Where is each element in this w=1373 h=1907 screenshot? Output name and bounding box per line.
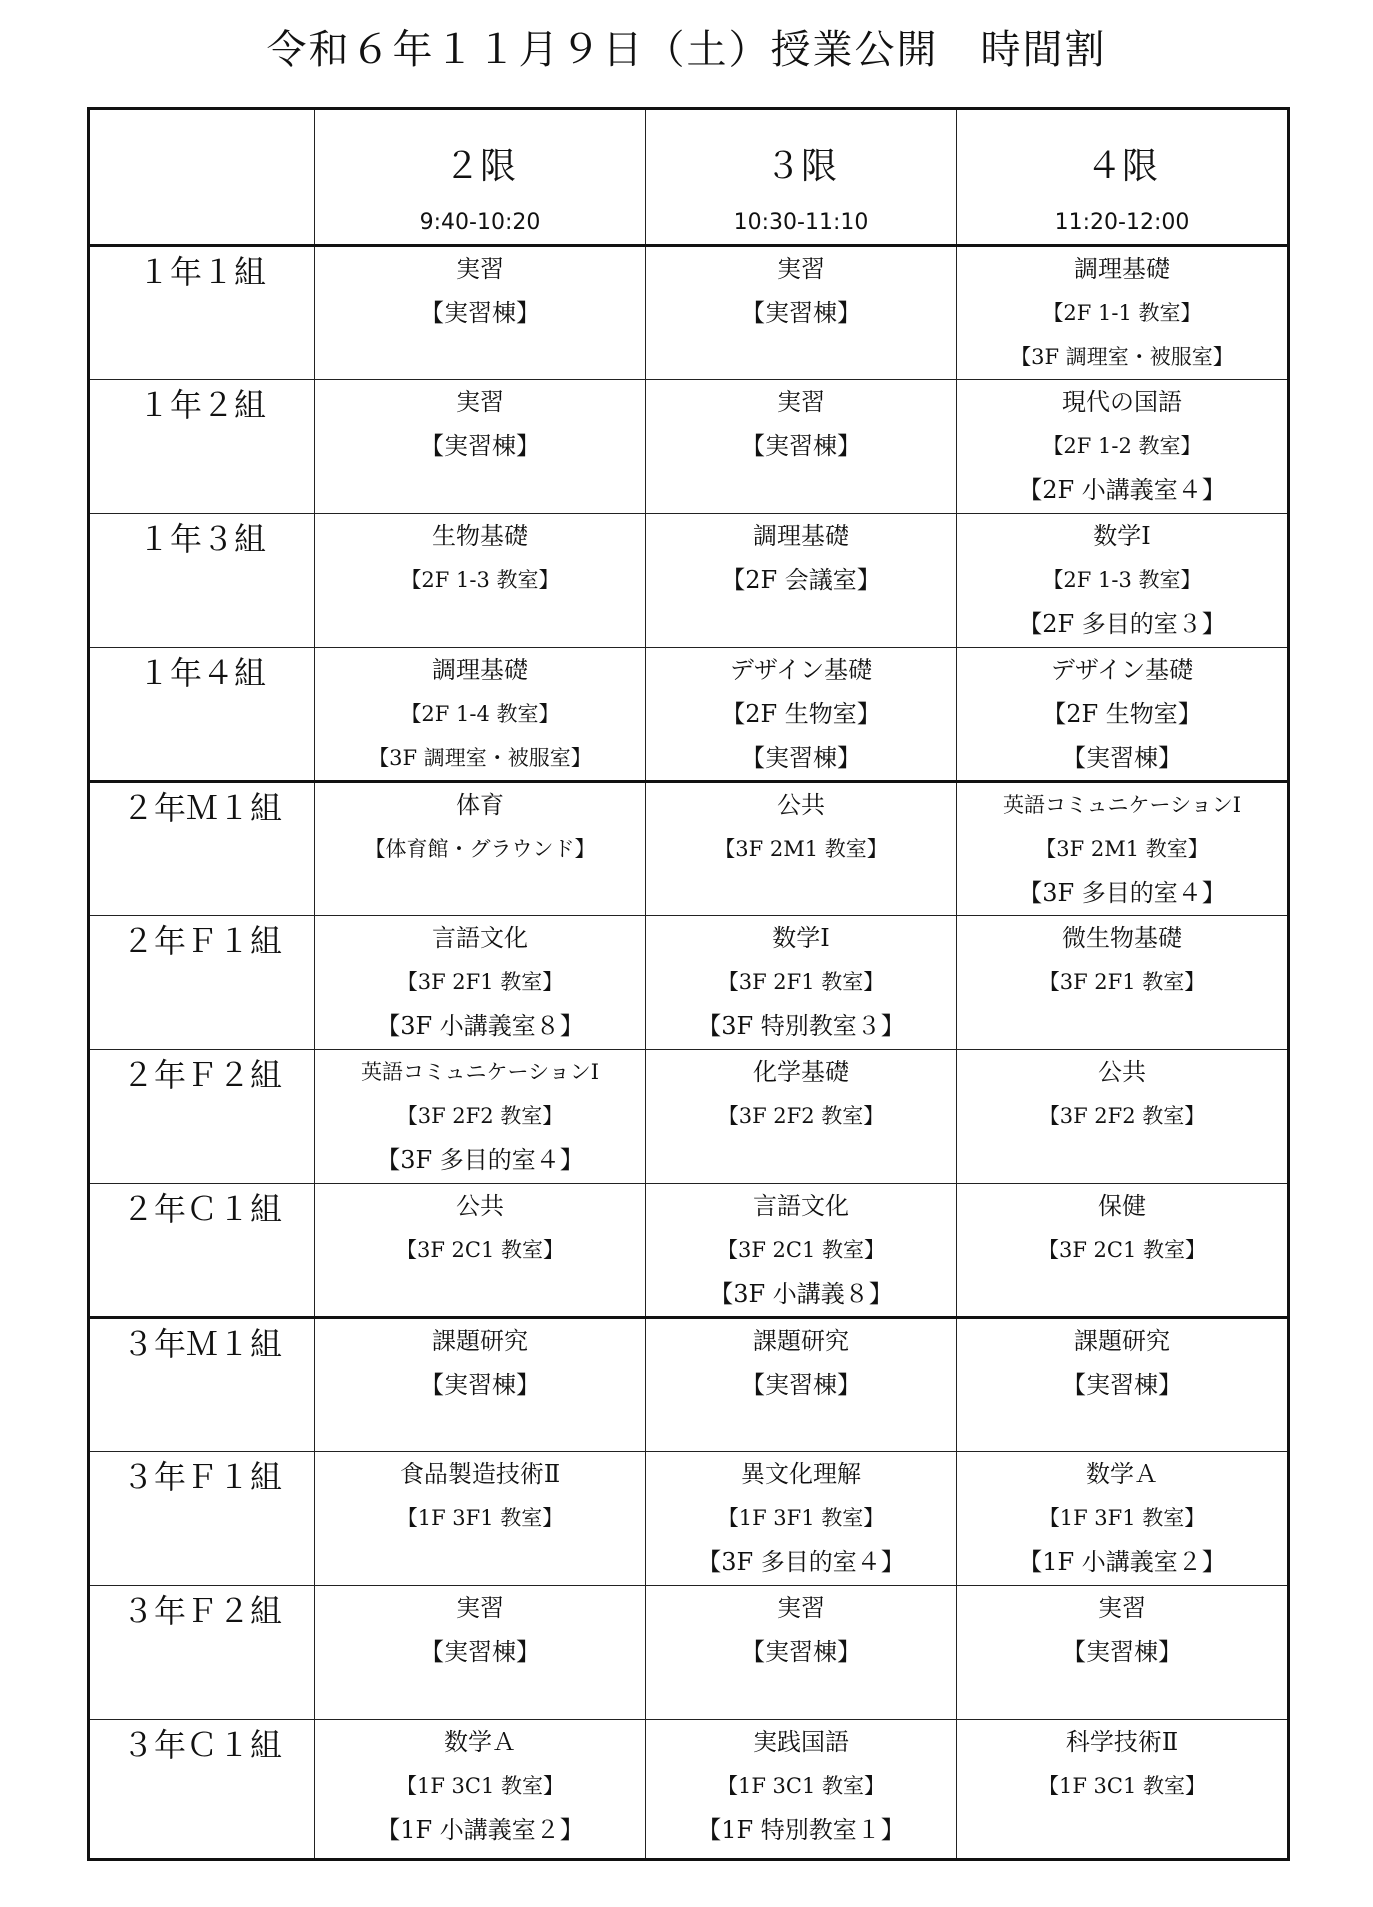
lesson-cell: [315, 782, 646, 916]
lesson-cell: [646, 1318, 957, 1452]
period-label: ４限: [1085, 146, 1158, 187]
subject-name: 言語文化: [432, 924, 528, 952]
subject-name: 化学基礎: [753, 1058, 849, 1086]
room-name: 【体育館・グラウンド】: [364, 837, 596, 861]
subject-name: 実習: [456, 388, 504, 416]
room-name: 【実習棟】: [1062, 1371, 1182, 1399]
table-row: [89, 782, 1289, 916]
lesson-cell: [957, 380, 1289, 514]
room-name: 【2F 生物室】: [721, 700, 881, 728]
lesson-cell: [957, 246, 1289, 380]
lesson-cell: [315, 1586, 646, 1720]
subject-name: 公共: [1098, 1058, 1146, 1086]
lesson-cell: [957, 1720, 1289, 1860]
class-name: １年１組: [89, 246, 315, 380]
subject-name: 実習: [777, 1594, 825, 1622]
subject-name: 調理基礎: [753, 522, 849, 550]
room-name: 【2F 1-3 教室】: [400, 568, 560, 592]
subject-name: 公共: [456, 1192, 504, 1220]
subject-name: 英語コミュニケーションⅠ: [1002, 793, 1242, 817]
lesson-cell: [315, 380, 646, 514]
subject-name: 実習: [456, 1594, 504, 1622]
class-name: １年２組: [89, 380, 315, 514]
room-name: 【実習棟】: [1062, 744, 1182, 772]
room-name: 【3F 2C1 教室】: [716, 1238, 886, 1262]
table-row: [89, 1720, 1289, 1860]
lesson-cell: [315, 1720, 646, 1860]
class-name: ３年Ｆ２組: [89, 1586, 315, 1720]
subject-name: 食品製造技術Ⅱ: [399, 1460, 561, 1488]
room-name: 【3F 小講義８】: [709, 1280, 893, 1308]
room-name: 【実習棟】: [1062, 1638, 1182, 1666]
subject-name: 数学Ａ: [1086, 1460, 1158, 1488]
room-name: 【1F 小講義室２】: [1018, 1548, 1226, 1576]
table-row: [89, 514, 1289, 648]
lesson-cell: [646, 1586, 957, 1720]
period-header-3: [646, 109, 957, 246]
room-name: 【実習棟】: [420, 1371, 540, 1399]
lesson-cell: [957, 1318, 1289, 1452]
room-name: 【1F 3C1 教室】: [1037, 1774, 1207, 1798]
lesson-cell: [315, 1452, 646, 1586]
page-title: 令和６年１１月９日（土）授業公開 時間割: [266, 27, 1107, 73]
table-row: [89, 1050, 1289, 1184]
lesson-cell: [646, 1184, 957, 1318]
room-name: 【3F 2F2 教室】: [1038, 1104, 1206, 1128]
subject-name: 現代の国語: [1062, 388, 1182, 416]
room-name: 【1F 3F1 教室】: [717, 1506, 885, 1530]
class-name: ２年Ｍ１組: [89, 782, 315, 916]
room-name: 【2F 小講義室４】: [1018, 476, 1226, 504]
room-name: 【実習棟】: [420, 432, 540, 460]
room-name: 【3F 2M1 教室】: [714, 837, 888, 861]
lesson-cell: [957, 1184, 1289, 1318]
subject-name: 英語コミュニケーションⅠ: [360, 1060, 600, 1084]
lesson-cell: [957, 1452, 1289, 1586]
subject-name: 課題研究: [432, 1327, 528, 1355]
room-name: 【1F 小講義室２】: [376, 1816, 584, 1844]
class-name: ２年Ｆ２組: [89, 1050, 315, 1184]
subject-name: 数学Ⅰ: [772, 924, 830, 952]
room-name: 【実習棟】: [741, 744, 861, 772]
class-name: １年３組: [89, 514, 315, 648]
subject-name: デザイン基礎: [729, 656, 873, 684]
class-name: ３年Ｍ１組: [89, 1318, 315, 1452]
room-name: 【3F 小講義室８】: [376, 1012, 584, 1040]
room-name: 【2F 生物室】: [1042, 700, 1202, 728]
subject-name: 課題研究: [1074, 1327, 1170, 1355]
table-row: [89, 246, 1289, 380]
lesson-cell: [646, 514, 957, 648]
table-row: [89, 1318, 1289, 1452]
room-name: 【3F 2M1 教室】: [1035, 837, 1209, 861]
room-name: 【実習棟】: [741, 1638, 861, 1666]
lesson-cell: [315, 1184, 646, 1318]
lesson-cell: [957, 1050, 1289, 1184]
room-name: 【3F 多目的室４】: [697, 1548, 905, 1576]
lesson-cell: [646, 916, 957, 1050]
subject-name: 実習: [456, 255, 504, 283]
table-row: [89, 1184, 1289, 1318]
room-name: 【1F 3F1 教室】: [396, 1506, 564, 1530]
room-name: 【3F 2C1 教室】: [395, 1238, 565, 1262]
room-name: 【実習棟】: [420, 1638, 540, 1666]
subject-name: 実践国語: [753, 1728, 849, 1756]
period-header-2: [315, 109, 646, 246]
table-row: [89, 380, 1289, 514]
lesson-cell: [957, 648, 1289, 782]
room-name: 【1F 特別教室１】: [697, 1816, 905, 1844]
class-name: ３年Ｆ１組: [89, 1452, 315, 1586]
room-name: 【1F 3F1 教室】: [1038, 1506, 1206, 1530]
subject-name: 実習: [777, 388, 825, 416]
table-row: [89, 1586, 1289, 1720]
subject-name: 言語文化: [753, 1192, 849, 1220]
lesson-cell: [315, 1050, 646, 1184]
lesson-cell: [957, 1586, 1289, 1720]
room-name: 【実習棟】: [741, 299, 861, 327]
room-name: 【3F 調理室・被服室】: [368, 746, 592, 770]
subject-name: 保健: [1098, 1192, 1146, 1220]
class-name: ２年Ｆ１組: [89, 916, 315, 1050]
subject-name: 実習: [1098, 1594, 1146, 1622]
room-name: 【3F 調理室・被服室】: [1010, 345, 1234, 369]
subject-name: 生物基礎: [432, 522, 528, 550]
class-name: ３年Ｃ１組: [89, 1720, 315, 1860]
lesson-cell: [315, 1318, 646, 1452]
lesson-cell: [315, 514, 646, 648]
subject-name: 数学Ａ: [444, 1728, 516, 1756]
room-name: 【3F 2F1 教室】: [1038, 970, 1206, 994]
room-name: 【2F 多目的室３】: [1018, 610, 1226, 638]
room-name: 【3F 2F2 教室】: [396, 1104, 564, 1128]
room-name: 【2F 1-1 教室】: [1042, 301, 1202, 325]
lesson-cell: [957, 916, 1289, 1050]
room-name: 【1F 3C1 教室】: [395, 1774, 565, 1798]
room-name: 【実習棟】: [741, 432, 861, 460]
room-name: 【3F 2C1 教室】: [1037, 1238, 1207, 1262]
class-name: １年４組: [89, 648, 315, 782]
lesson-cell: [646, 380, 957, 514]
subject-name: 数学Ⅰ: [1093, 522, 1151, 550]
period-time: 9:40-10:20: [419, 210, 541, 235]
room-name: 【3F 多目的室４】: [1018, 879, 1226, 907]
subject-name: 微生物基礎: [1062, 924, 1182, 952]
subject-name: デザイン基礎: [1050, 656, 1194, 684]
lesson-cell: [646, 1452, 957, 1586]
subject-name: 実習: [777, 255, 825, 283]
lesson-cell: [315, 916, 646, 1050]
subject-name: 調理基礎: [432, 656, 528, 684]
room-name: 【3F 2F1 教室】: [396, 970, 564, 994]
lesson-cell: [646, 648, 957, 782]
corner-cell: [89, 109, 315, 246]
subject-name: 科学技術Ⅱ: [1065, 1728, 1179, 1756]
room-name: 【2F 1-4 教室】: [400, 702, 560, 726]
lesson-cell: [957, 514, 1289, 648]
table-row: [89, 916, 1289, 1050]
subject-name: 体育: [456, 791, 504, 819]
lesson-cell: [646, 1720, 957, 1860]
lesson-cell: [646, 782, 957, 916]
room-name: 【3F 多目的室４】: [376, 1146, 584, 1174]
lesson-cell: [646, 246, 957, 380]
period-time: 10:30-11:10: [733, 210, 869, 235]
room-name: 【実習棟】: [420, 299, 540, 327]
lesson-cell: [315, 648, 646, 782]
table-row: [89, 648, 1289, 782]
timetable: [87, 107, 1290, 1861]
subject-name: 課題研究: [753, 1327, 849, 1355]
lesson-cell: [315, 246, 646, 380]
lesson-cell: [957, 782, 1289, 916]
room-name: 【2F 会議室】: [721, 566, 881, 594]
period-time: 11:20-12:00: [1054, 210, 1190, 235]
room-name: 【実習棟】: [741, 1371, 861, 1399]
room-name: 【3F 特別教室３】: [697, 1012, 905, 1040]
period-label: ３限: [764, 146, 837, 187]
period-label: ２限: [443, 146, 516, 187]
subject-name: 調理基礎: [1074, 255, 1170, 283]
header-row: [89, 109, 1289, 246]
room-name: 【3F 2F1 教室】: [717, 970, 885, 994]
lesson-cell: [646, 1050, 957, 1184]
subject-name: 異文化理解: [741, 1460, 861, 1488]
subject-name: 公共: [777, 791, 825, 819]
table-row: [89, 1452, 1289, 1586]
period-header-4: [957, 109, 1289, 246]
class-name: ２年Ｃ１組: [89, 1184, 315, 1318]
room-name: 【3F 2F2 教室】: [717, 1104, 885, 1128]
room-name: 【2F 1-2 教室】: [1042, 434, 1202, 458]
room-name: 【1F 3C1 教室】: [716, 1774, 886, 1798]
room-name: 【2F 1-3 教室】: [1042, 568, 1202, 592]
